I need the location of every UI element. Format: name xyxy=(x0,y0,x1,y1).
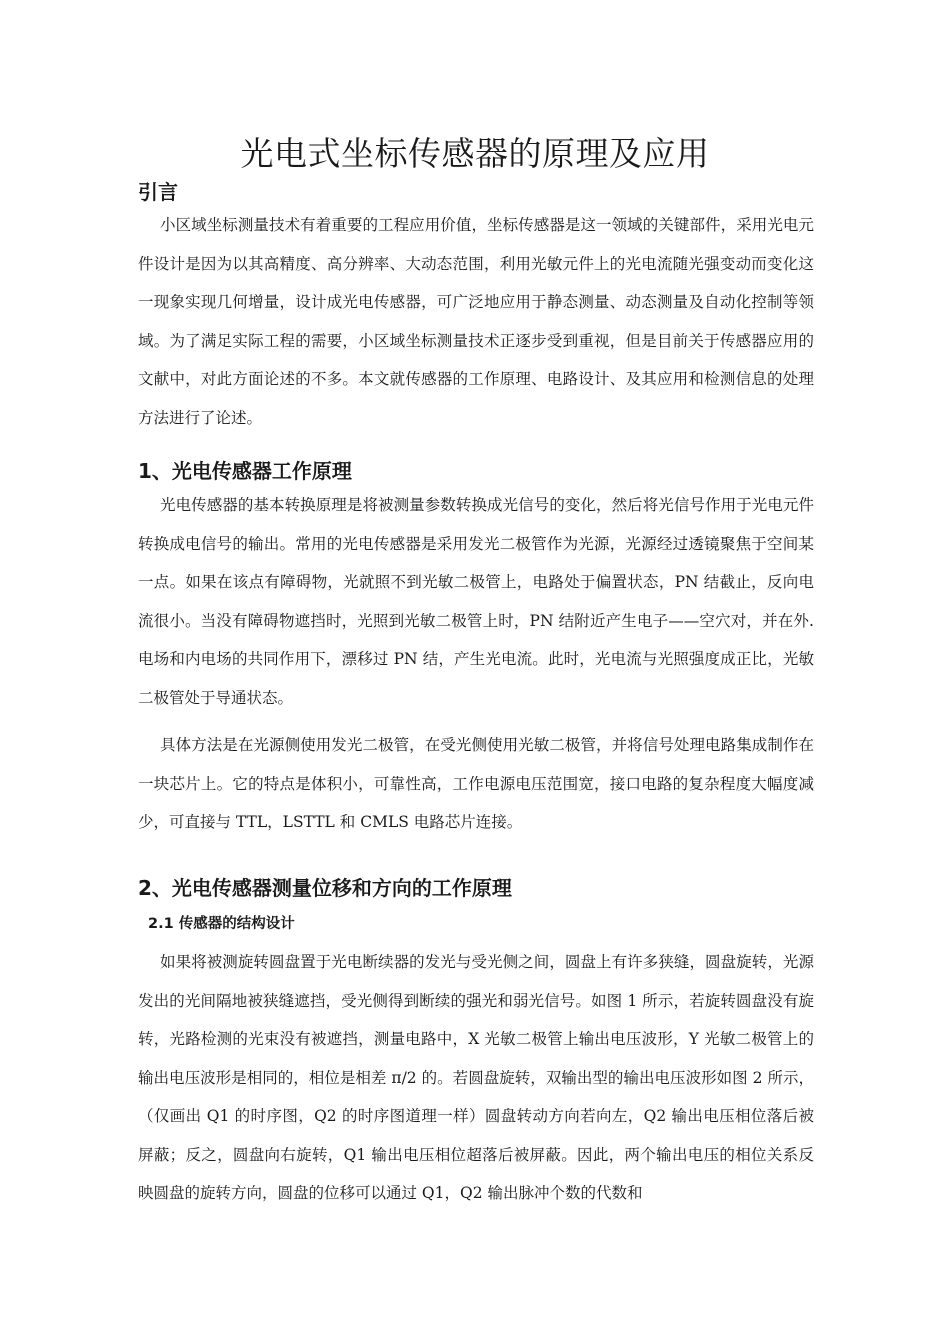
section2-1-paragraph: 如果将被测旋转圆盘置于光电断续器的发光与受光侧之间，圆盘上有许多狭缝，圆盘旋转，光源发出的光间隔地被狭缝遮挡，受光侧得到断续的强光和弱光信号。如图 1 所示，若旋转圆盘没有旋转，光路检测的光束没有被遮挡，测量电路中，X 光敏二极管上输出电压波形，Y 光敏二极管上的输出电压波形是相同的，相位是相差 π/2 的。若圆盘旋转，双输出型的输出电压波形如图 2 所示，（仅画出 Q1 的时序图，Q2 的时序图道理一样）圆盘转动方向若向左，Q2 输出电压相位落后被屏蔽；反之，圆盘向右旋转，Q1 输出电压相位超落后被屏蔽。因此，两个输出电压的相位关系反映圆盘的旋转方向，圆盘的位移可以通过 Q1，Q2 输出脉冲个数的代数和 xyxy=(138,953,814,1202)
document-title: 光电式坐标传感器的原理及应用 xyxy=(240,134,710,173)
section2-1-heading: 2.1 传感器的结构设计 xyxy=(148,916,295,932)
section1-paragraph-2: 具体方法是在光源侧使用发光二极管，在受光侧使用光敏二极管，并将信号处理电路集成制作在一块芯片上。它的特点是体积小，可靠性高，工作电源电压范围宽，接口电路的复杂程度大幅度减少，可直接与 TTL，LSTTL 和 CMLS 电路芯片连接。 xyxy=(138,736,814,831)
intro-heading: 引言 xyxy=(138,180,178,204)
section1-paragraph-1: 光电传感器的基本转换原理是将被测量参数转换成光信号的变化，然后将光信号作用于光电元件转换成电信号的输出。常用的光电传感器是采用发光二极管作为光源，光源经过透镜聚焦于空间某一点。如果在该点有障碍物，光就照不到光敏二极管上，电路处于偏置状态，PN 结截止，反向电流很小。当没有障碍物遮挡时，光照到光敏二极管上时，PN 结附近产生电子——空穴对，并在外.电场和内电场的共同作用下，漂移过 PN 结，产生光电流。此时，光电流与光照强度成正比，光敏二极管处于导通状态。 xyxy=(138,496,814,707)
section1-heading: 1、光电传感器工作原理 xyxy=(138,459,352,483)
intro-paragraph: 小区域坐标测量技术有着重要的工程应用价值，坐标传感器是这一领域的关键部件，采用光电元件设计是因为以其高精度、高分辨率、大动态范围，利用光敏元件上的光电流随光强变动而变化这一现象实现几何增量，设计成光电传感器，可广泛地应用于静态测量、动态测量及自动化控制等领域。为了满足实际工程的需要，小区域坐标测量技术正逐步受到重视，但是目前关于传感器应用的文献中，对此方面论述的不多。本文就传感器的工作原理、电路设计、及其应用和检测信息的处理方法进行了论述。 xyxy=(138,216,814,427)
section2-heading: 2、光电传感器测量位移和方向的工作原理 xyxy=(138,876,512,900)
